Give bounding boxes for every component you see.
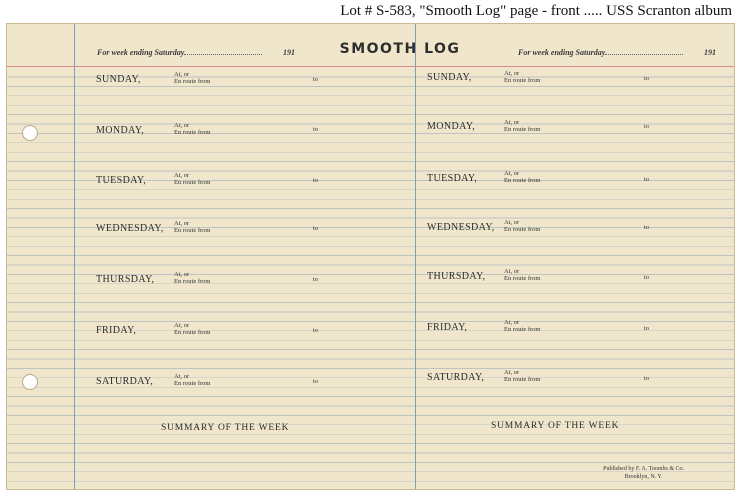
center-divider-rule (415, 24, 416, 489)
route-label: En route from (174, 328, 211, 336)
left-entry-tuesday (174, 173, 210, 186)
route-label: En route from (504, 125, 541, 133)
right-day-sunday: SUNDAY, (427, 72, 472, 83)
at-label: At, or (174, 373, 190, 380)
left-day-saturday: SATURDAY, (96, 376, 154, 387)
route-label: En route from (174, 178, 211, 186)
left-to-monday: to (313, 126, 319, 133)
page-title: SMOOTH LOG (339, 41, 461, 57)
year-left: 191 (283, 48, 295, 57)
at-label: At, or (504, 170, 520, 177)
left-day-wednesday: WEDNESDAY, (96, 223, 164, 234)
right-to-tuesday: to (644, 176, 650, 183)
week-ending-left (97, 48, 262, 57)
right-to-wednesday: to (644, 224, 650, 231)
left-day-thursday: THURSDAY, (96, 274, 155, 285)
at-label: At, or (504, 119, 520, 126)
left-summary-heading: SUMMARY OF THE WEEK (161, 423, 290, 433)
right-entry-wednesday (504, 220, 540, 233)
right-entry-thursday (504, 269, 540, 282)
left-to-thursday: to (313, 276, 319, 283)
left-day-monday: MONDAY, (96, 125, 145, 136)
at-label: At, or (504, 268, 520, 275)
route-label: En route from (504, 225, 541, 233)
right-to-saturday: to (644, 375, 650, 382)
right-day-thursday: THURSDAY, (427, 271, 486, 282)
at-label: At, or (504, 319, 520, 326)
at-label: At, or (504, 219, 520, 226)
at-label: At, or (174, 271, 190, 278)
at-label: At, or (174, 322, 190, 329)
route-label: En route from (504, 274, 541, 282)
route-label: En route from (174, 77, 211, 85)
left-entry-wednesday (174, 221, 210, 234)
left-entry-friday (174, 323, 210, 336)
left-day-friday: FRIDAY, (96, 325, 137, 336)
right-day-wednesday: WEDNESDAY, (427, 222, 495, 233)
publisher-line-2: Brooklyn, N. Y. (624, 474, 663, 480)
binder-hole-bottom (22, 374, 38, 390)
left-to-sunday: to (313, 76, 319, 83)
header-red-rule (7, 66, 734, 67)
album-caption: Lot # S-583, "Smooth Log" page - front ..... USS Scranton album (340, 3, 732, 19)
week-ending-right-label: For week ending Saturday (518, 48, 606, 57)
left-to-wednesday: to (313, 225, 319, 232)
at-label: At, or (174, 122, 190, 129)
left-entry-saturday (174, 374, 210, 387)
right-entry-monday (504, 120, 540, 133)
week-ending-right-blank (605, 48, 683, 55)
at-label: At, or (174, 71, 190, 78)
route-label: En route from (504, 375, 541, 383)
right-to-sunday: to (644, 75, 650, 82)
left-to-friday: to (313, 327, 319, 334)
left-entry-monday (174, 123, 210, 136)
route-label: En route from (174, 226, 211, 234)
publisher-imprint (603, 465, 684, 481)
at-label: At, or (174, 220, 190, 227)
right-to-thursday: to (644, 274, 650, 281)
week-ending-left-label: For week ending Saturday (97, 48, 185, 57)
week-ending-right (518, 48, 683, 57)
route-label: En route from (504, 76, 541, 84)
right-day-monday: MONDAY, (427, 121, 476, 132)
right-day-saturday: SATURDAY, (427, 372, 485, 383)
right-entry-sunday (504, 71, 540, 84)
left-margin-rule (74, 24, 75, 489)
right-entry-saturday (504, 370, 540, 383)
at-label: At, or (174, 172, 190, 179)
week-ending-left-blank (184, 48, 262, 55)
year-right: 191 (704, 48, 716, 57)
binder-hole-top (22, 125, 38, 141)
left-day-sunday: SUNDAY, (96, 74, 141, 85)
log-page (6, 23, 735, 490)
route-label: En route from (174, 128, 211, 136)
left-entry-thursday (174, 272, 210, 285)
left-to-tuesday: to (313, 177, 319, 184)
left-to-saturday: to (313, 378, 319, 385)
route-label: En route from (504, 325, 541, 333)
at-label: At, or (504, 369, 520, 376)
left-entry-sunday (174, 72, 210, 85)
right-entry-friday (504, 320, 540, 333)
right-entry-tuesday (504, 171, 540, 184)
left-day-tuesday: TUESDAY, (96, 175, 147, 186)
right-day-tuesday: TUESDAY, (427, 173, 478, 184)
publisher-line-1: Published by F. A. Toombs & Co. (603, 466, 684, 472)
route-label: En route from (174, 277, 211, 285)
route-label: En route from (504, 176, 541, 184)
route-label: En route from (174, 379, 211, 387)
right-day-friday: FRIDAY, (427, 322, 468, 333)
right-to-monday: to (644, 123, 650, 130)
right-to-friday: to (644, 325, 650, 332)
right-summary-heading: SUMMARY OF THE WEEK (491, 421, 620, 431)
at-label: At, or (504, 70, 520, 77)
